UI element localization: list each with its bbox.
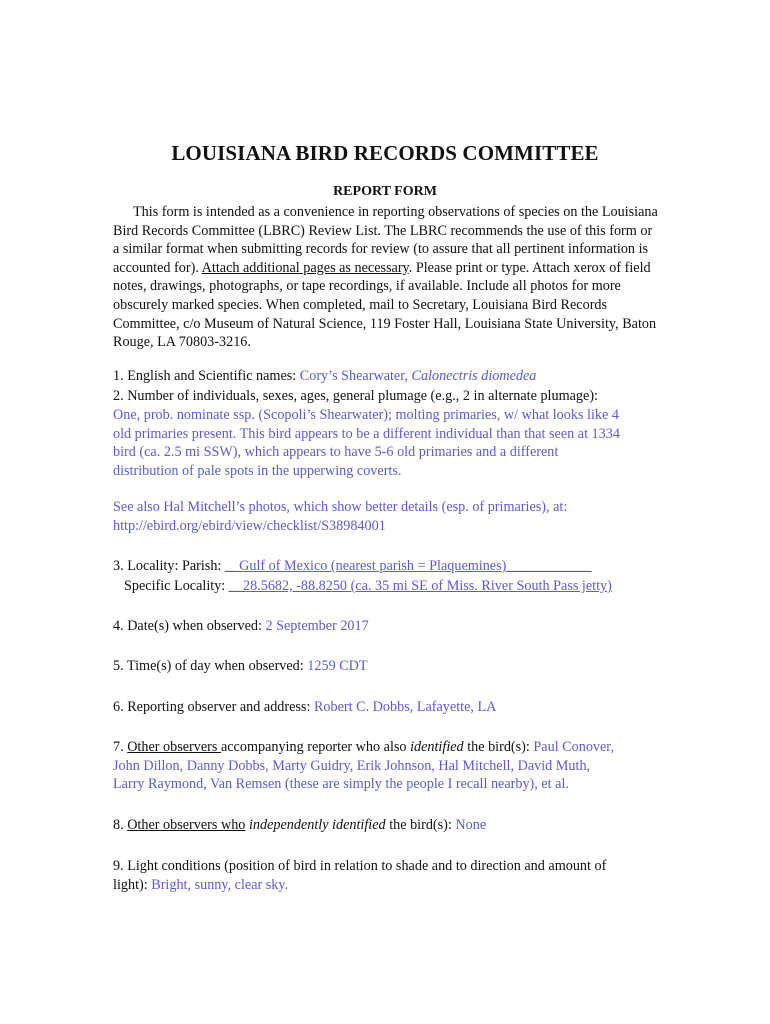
form-subtitle: REPORT FORM (333, 184, 437, 199)
q2-answer-line: distribution of pale spots in the upperwing coverts. (113, 463, 402, 479)
q3-parish-label: 3. Locality: Parish: __ (113, 558, 240, 574)
question-3-parish (113, 557, 591, 576)
q2-answer-line: One, prob. nominate ssp. (Scopoli’s Shearwater); molting primaries, w/ what looks like 4 (113, 407, 619, 423)
attach-pages-note: Attach additional pages as necessary (201, 259, 409, 276)
question-8 (113, 816, 486, 835)
q7-answer-line: Larry Raymond, Van Remsen (these are simply the people I recall nearby), et al. (113, 776, 569, 792)
q8-label-tail: the bird(s): (385, 817, 456, 833)
q9-label: 9. Light conditions (position of bird in relation to shade and to direction and amount of (113, 858, 607, 874)
q7-label-mid: accompanying reporter who also (220, 739, 411, 755)
q2-answer-line: bird (ca. 2.5 mi SSW), which appears to have 5-6 old primaries and a different (113, 444, 559, 460)
q2-answer-line: old primaries present. This bird appears to be a different individual than that seen at 1334 (113, 426, 620, 442)
question-6 (113, 698, 496, 717)
q9-label-cont: light): (113, 877, 152, 893)
q6-label: 6. Reporting observer and address: (113, 699, 314, 715)
question-7 (113, 738, 614, 757)
q5-label: 5. Time(s) of day when observed: (113, 658, 308, 674)
q7-identified: identified (410, 739, 464, 755)
q9-answer: Bright, sunny, clear sky. (151, 877, 289, 893)
intro-paragraph (113, 203, 661, 352)
q7-answer-line: John Dillon, Danny Dobbs, Marty Guidry, Erik Johnson, Hal Mitchell, David Muth, (113, 758, 591, 774)
q2-see-also: See also Hal Mitchell’s photos, which show better details (esp. of primaries), at: (113, 499, 568, 515)
q2-checklist-link[interactable]: http://ebird.org/ebird/view/checklist/S38984001 (113, 518, 386, 534)
q4-date-value: 2 September 2017 (265, 618, 369, 634)
question-3-specific (124, 577, 612, 596)
question-5 (113, 657, 368, 676)
question-1 (113, 367, 536, 386)
q3-specific-label: Specific Locality: __ (124, 578, 243, 594)
q4-label: 4. Date(s) when observed: (113, 618, 266, 634)
q7-other-observers: Other observers (127, 739, 221, 755)
q7-answer-first: Paul Conover, (533, 739, 615, 755)
q5-time-value: 1259 CDT (307, 658, 368, 674)
q8-other-observers: Other observers who (127, 817, 246, 833)
q8-number: 8. (113, 817, 128, 833)
q2-label: 2. Number of individuals, sexes, ages, general plumage (e.g., 2 in alternate plumage): (113, 388, 598, 404)
intro-text: This form is intended as a convenience in reporting observations of species on the Louisiana Bird Records Committee (LBRC) Review List. The LBRC recommends the use of this form or a similar format when submitting records for review (to assure that all pertinent information is accounted for). (113, 204, 658, 276)
q7-label-tail: the bird(s): (463, 739, 534, 755)
q8-independently-identified: independently identified (245, 817, 386, 833)
form-title: LOUISIANA BIRD RECORDS COMMITTEE (171, 141, 599, 165)
q1-label: 1. English and Scientific names: (113, 368, 300, 384)
question-9-line2 (113, 876, 288, 895)
q3-parish-blank: ____________ (506, 558, 592, 574)
q6-observer-value: Robert C. Dobbs, Lafayette, LA (313, 699, 497, 715)
q1-common-name: Cory’s Shearwater, (299, 368, 412, 384)
question-4 (113, 617, 369, 636)
q1-scientific-name: Calonectris diomedea (411, 368, 537, 384)
q8-answer: None (455, 817, 487, 833)
intro-text-rest: . Please print or type. Attach xerox of field notes, drawings, photographs, or tape recordings, if available. Include all photos for more obscurely marked species. When completed, mail to Secretary, Louisiana Bird Records Committee, c/o Museum of Natural Science, 119 Foster Hall, Louisiana State University, Baton Rouge, LA 70803-3216. (113, 259, 657, 351)
q3-parish-value: Gulf of Mexico (nearest parish = Plaquemines) (239, 558, 507, 574)
q3-specific-value: 28.5682, -88.8250 (ca. 35 mi SE of Miss. River South Pass jetty) (242, 578, 612, 594)
q7-number: 7. (113, 739, 128, 755)
